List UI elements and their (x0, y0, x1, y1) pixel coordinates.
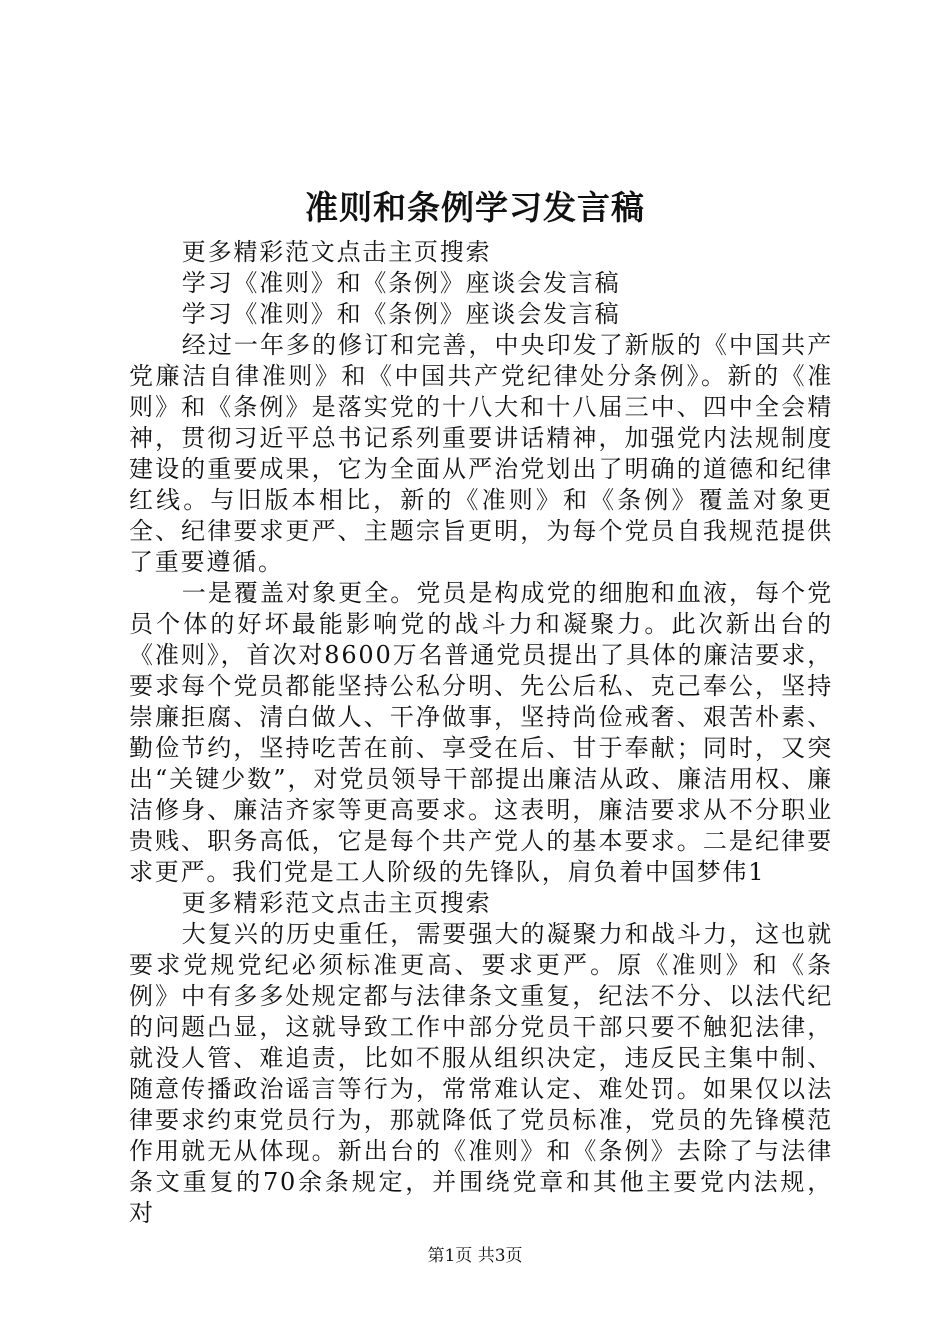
paragraph-point-one: 一是覆盖对象更全。党员是构成党的细胞和血液，每个党员个体的好坏最能影响党的战斗力和凝聚力。此次新出台的《准则》，首次对8600万名普通党员提出了具体的廉洁要求，要求每个党员都能坚持公私分明、先公后私、克己奉公，坚持崇廉拒腐、清白做人、干净做事，坚持尚俭戒奢、艰苦朴素、勤俭节约，坚持吃苦在前、享受在后、甘于奉献；同时，又突出“关键少数”，对党员领导干部提出廉洁从政、廉洁用权、廉洁修身、廉洁齐家等更高要求。这表明，廉洁要求从不分职业贵贱、职务高低，它是每个共产党人的基本要求。二是纪律要求更严。我们党是工人阶级的先锋队，肩负着中国梦伟1 (129, 579, 833, 886)
paragraph-subtitle-2: 学习《准则》和《条例》座谈会发言稿 (181, 300, 621, 328)
paragraph-promo-1: 更多精彩范文点击主页搜索 (181, 238, 492, 266)
paragraph-intro: 经过一年多的修订和完善，中央印发了新版的《中国共产党廉洁自律准则》和《中国共产党纪律处分条例》。新的《准则》和《条例》是落实党的十八大和十八届三中、四中全会精神，贯彻习近平总书记系列重要讲话精神，加强党内法规制度建设的重要成果，它为全面从严治党划出了明确的道德和纪律红线。与旧版本相比，新的《准则》和《条例》覆盖对象更全、纪律要求更严、主题宗旨更明，为每个党员自我规范提供了重要遵循。 (129, 331, 833, 576)
paragraph-promo-2: 更多精彩范文点击主页搜索 (181, 889, 492, 917)
paragraph-subtitle-1: 学习《准则》和《条例》座谈会发言稿 (181, 269, 621, 297)
document-title: 准则和条例学习发言稿 (305, 188, 645, 227)
document-body (129, 237, 833, 1229)
paragraph-continuation: 大复兴的历史重任，需要强大的凝聚力和战斗力，这也就要求党规党纪必须标准更高、要求更严。原《准则》和《条例》中有多多处规定都与法律条文重复，纪法不分、以法代纪的问题凸显，这就导致工作中部分党员干部只要不触犯法律，就没人管、难追责，比如不服从组织决定，违反民主集中制、随意传播政治谣言等行为，常常难认定、难处罚。如果仅以法律要求约束党员行为，那就降低了党员标准，党员的先锋模范作用就无从体现。新出台的《准则》和《条例》去除了与法律条文重复的70余条规定，并围绕党章和其他主要党内法规，对 (129, 920, 833, 1227)
page-footer: 第1页 共3页 (427, 1246, 523, 1266)
